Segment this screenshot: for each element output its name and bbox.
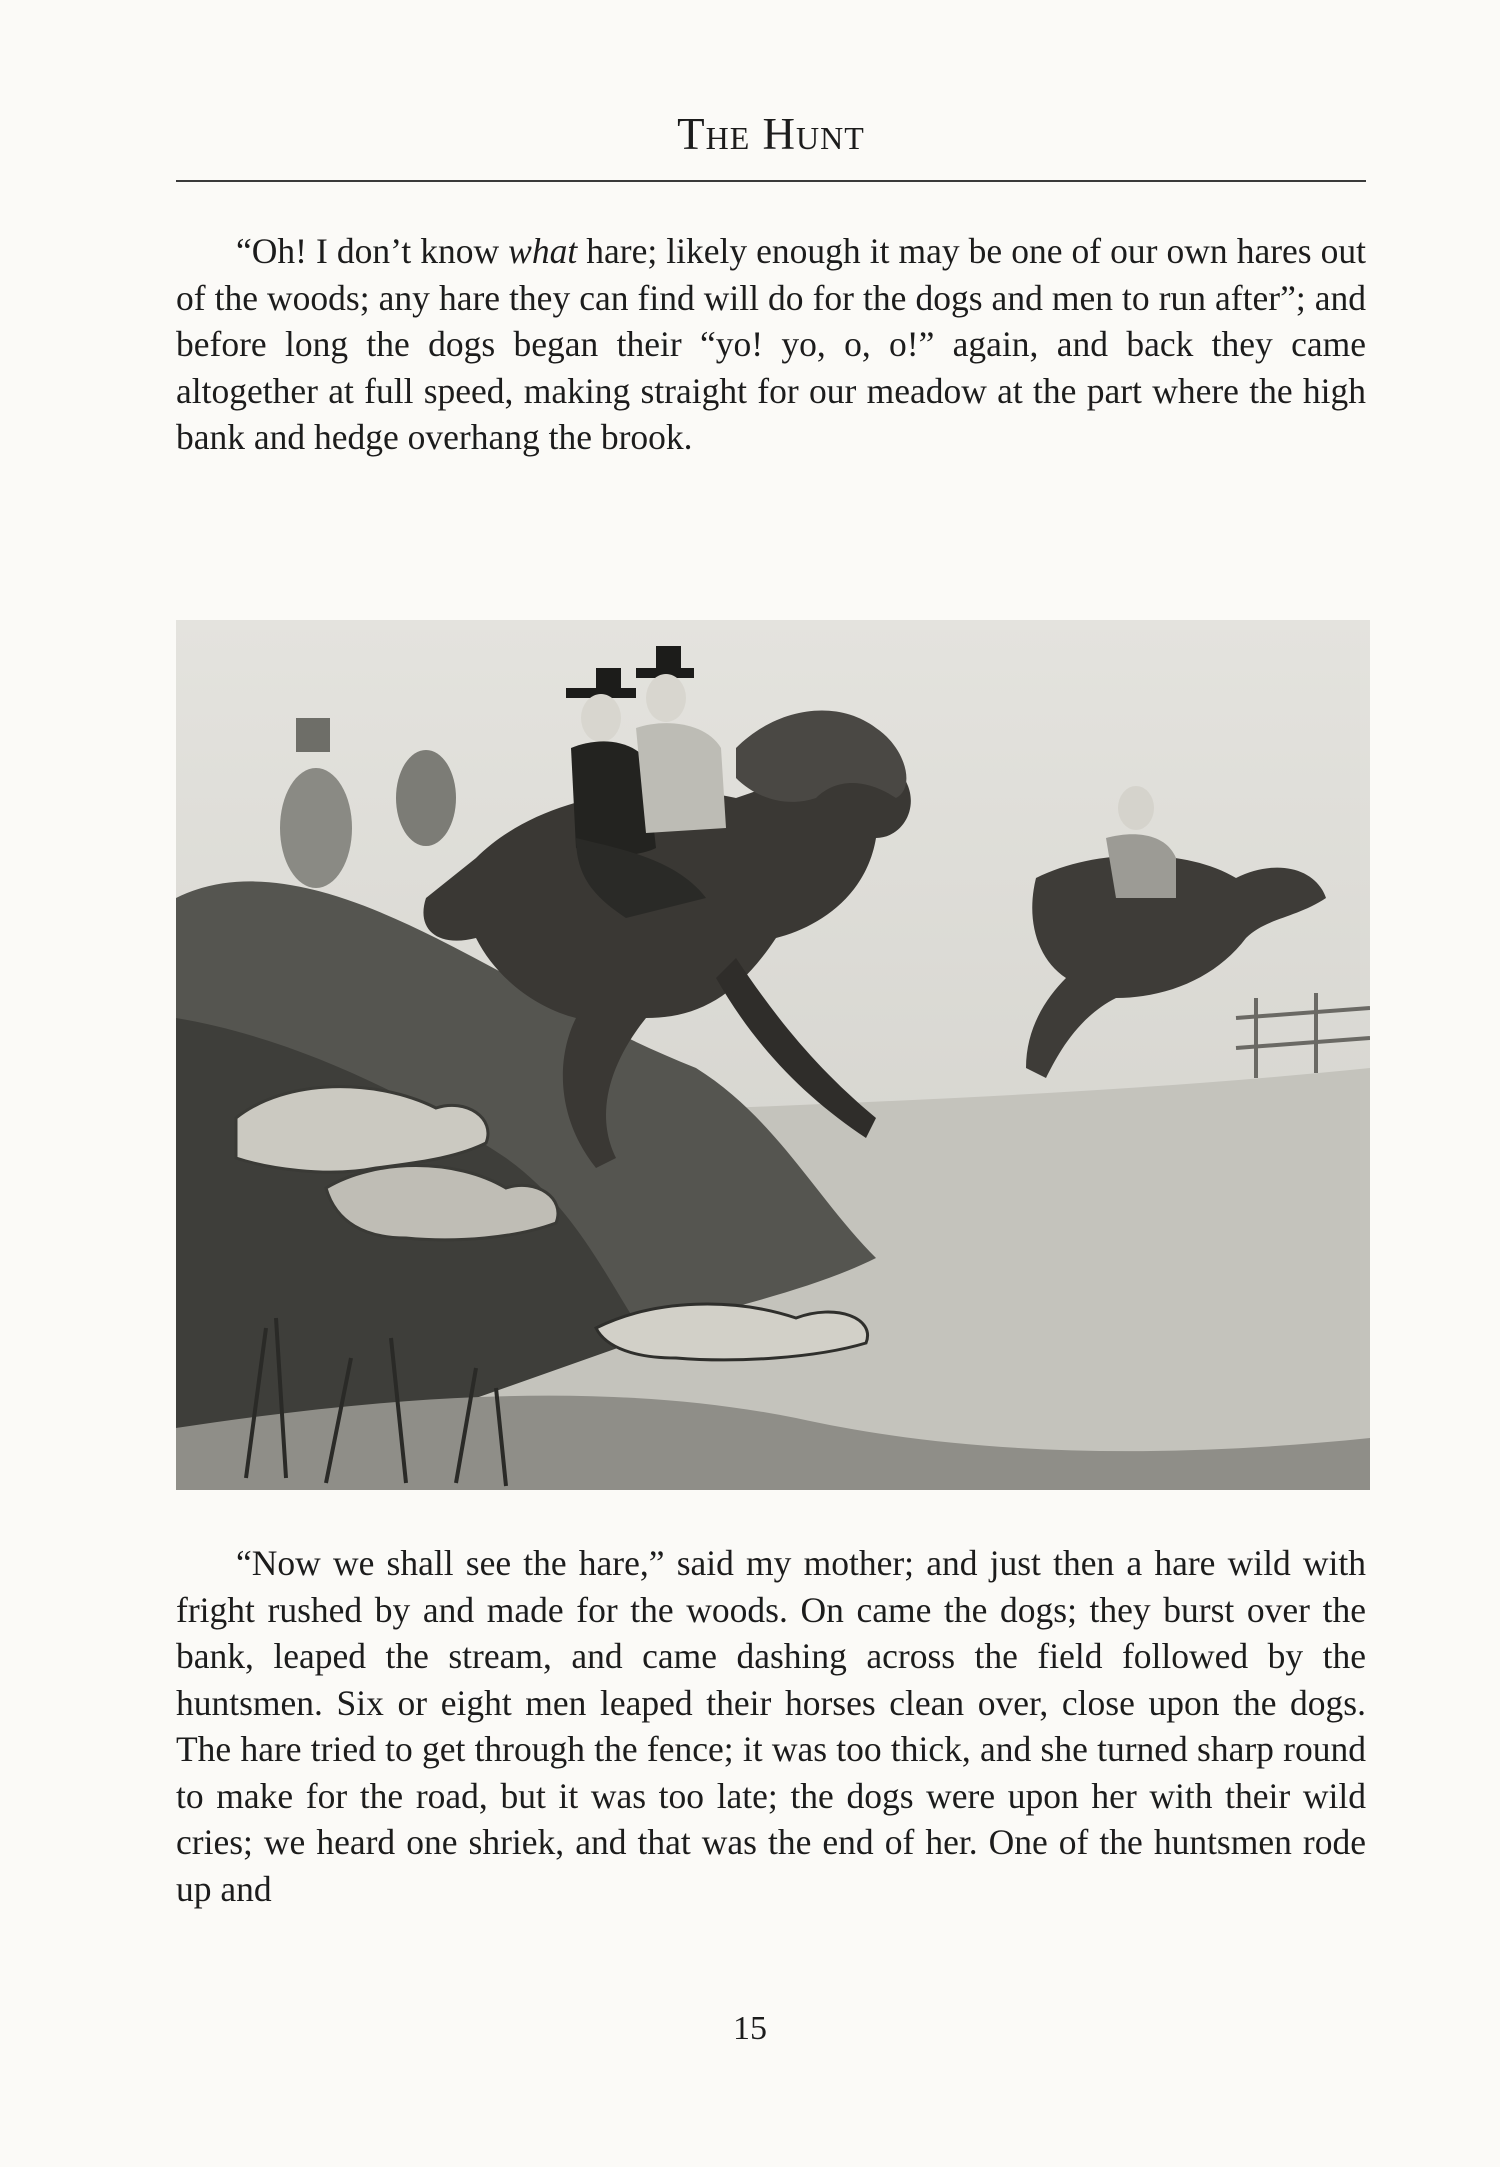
paragraph-1-before: “Oh! I don’t know xyxy=(236,231,509,271)
paragraph-1-after: hare; likely enough it may be one of our own hares out of the woods; any hare they can find will do for the dogs and men to run after”; and before long the dogs began their “yo! yo, o, o!” again, and back they came altogether at full speed, making straight for our meadow at the part where the high bank and hedge overhang the brook. xyxy=(176,231,1367,457)
hunt-engraving-icon xyxy=(176,598,1370,1502)
header-rule xyxy=(176,180,1366,182)
paragraph-2: “Now we shall see the hare,” said my mother; and just then a hare wild with fright rushed by and made for the woods. On came the dogs; they burst over the bank, leaped the stream, and came dashing across the field followed by the huntsmen. Six or eight men leaped their horses clean over, close upon the dogs. The hare tried to get through the fence; it was too thick, and she turned sharp round to make for the road, but it was too late; the dogs were upon her with their wild cries; we heard one shriek, and that was the end of her. One of the huntsmen rode up and xyxy=(176,1543,1366,1909)
page-number: 15 xyxy=(733,2010,767,2047)
paragraph-1-emphasis: what xyxy=(508,231,578,271)
running-head-title: The Hunt xyxy=(677,109,865,159)
paragraph-1 xyxy=(176,228,1366,461)
